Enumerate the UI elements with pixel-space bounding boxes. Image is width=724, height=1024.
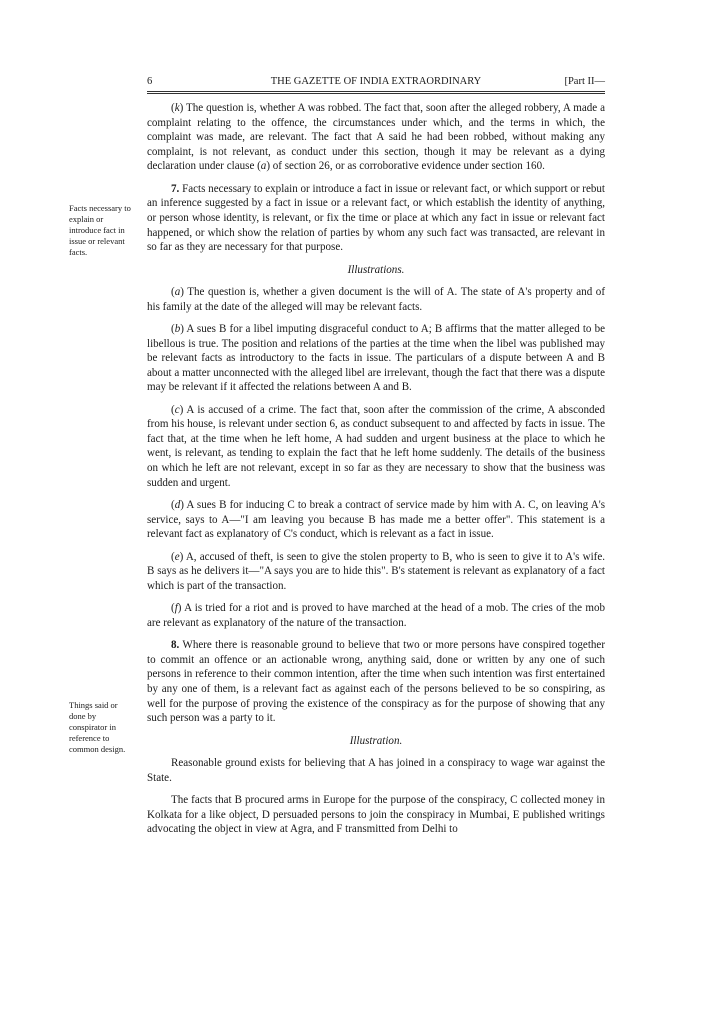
section-number: 8.	[171, 639, 180, 652]
illustration-d: (d) A sues B for inducing C to break a contract of service made by him with A. C, on leaving A's service, says to A—"I am leaving you because B has made me a better offer". This statement is a relevant fact as explanatory of C's conduct, which is relevant as a fact in issue.	[147, 499, 605, 541]
part-label: [Part II—	[564, 76, 605, 87]
illustration-c: (c) A is accused of a crime. The fact that, soon after the commission of the crime, A absconded from his house, is relevant under section 6, as conduct subsequent to and affected by facts in issue. The fact that, at the time when he left home, A had sudden and urgent business at the place to which he went, is relevant, as tending to explain the fact that he left home suddenly. The details of the business on which he left are not relevant, except in so far as they are necessary to show that the business was sudden and urgent.	[147, 403, 605, 489]
margin-note-section-7: Facts necessary to explain or introduce fact in issue or relevant facts.	[69, 203, 131, 257]
section-number: 7.	[171, 182, 180, 195]
illustration-b: (b) A sues B for a libel imputing disgraceful conduct to A; B affirms that the matter alleged to be libellous is true. The position and relations of the parties at the time when the libel was published may be relevant facts as introductory to the facts in issue. The particulars of a dispute between A and B about a matter unconnected with the alleged libel are irrelevant, though the fact that there was a dispute may be relevant if it affected the relations between A and B.	[147, 322, 605, 394]
paragraph-reasonable-ground: Reasonable ground exists for believing that A has joined in a conspiracy to wage war against the State.	[147, 756, 605, 784]
page-body	[147, 101, 605, 844]
illustrations-heading: Illustrations.	[347, 263, 405, 276]
illustration-a: (a) The question is, whether a given document is the will of A. The state of A's property and of his family at the date of the alleged will may be relevant facts.	[147, 285, 605, 313]
header-rule-bottom	[147, 93, 605, 94]
header-rule-top	[147, 91, 605, 92]
illustration-e: (e) A, accused of theft, is seen to give the stolen property to B, who is seen to give it to A's wife. B says as he delivers it—"A says you are to hide this". B's statement is relevant as explanatory of a fact which is part of the transaction.	[147, 550, 605, 592]
paragraph-facts: The facts that B procured arms in Europe for the purpose of the conspiracy, C collected money in Kolkata for a like object, D persuaded persons to join the conspiracy in Mumbai, E published writings advocating the object in view at Agra, and F transmitted from Delhi to	[147, 793, 605, 836]
illustration-heading: Illustration.	[349, 734, 403, 747]
section-7: 7. Facts necessary to explain or introduce a fact in issue or relevant fact, or which support or rebut an inference suggested by a fact in issue or a relevant fact, or which establish the identity of anything, or person whose identity, is relevant, or fix the time or place at which any fact in issue or relevant fact happened, or which show the relation of parties by whom any such fact was transacted, are relevant in so far as they are necessary for that purpose.	[147, 182, 605, 254]
page-header	[147, 76, 605, 90]
illustration-f: (f) A is tried for a riot and is proved to have marched at the head of a mob. The cries of the mob are relevant as explanatory of the nature of the transaction.	[147, 602, 605, 629]
page-number: 6	[147, 76, 153, 87]
section-8: 8. Where there is reasonable ground to believe that two or more persons have conspired together to commit an offence or an actionable wrong, anything said, done or written by any one of such persons in reference to their common intention, after the time when such intention was first entertained by any one of them, is a relevant fact as against each of the persons believed to be so conspiring, as well for the purpose of proving the existence of the conspiracy as for the purpose of showing that any such person was a party to it.	[147, 639, 606, 725]
illustration-k: (k) The question is, whether A was robbed. The fact that, soon after the alleged robbery, A made a complaint relating to the offence, the circumstances under which, and the terms in which, the complaint was made, are relevant. The fact that A said he had been robbed, without making any complaint, is not relevant, as conduct under this section, though it may be relevant as a dying declaration under clause (a) of section 26, or as corroborative evidence under section 160.	[147, 102, 605, 173]
margin-note-section-8: Things said or done by conspirator in reference to common design.	[69, 700, 126, 754]
gazette-title: THE GAZETTE OF INDIA EXTRAORDINARY	[270, 76, 482, 87]
